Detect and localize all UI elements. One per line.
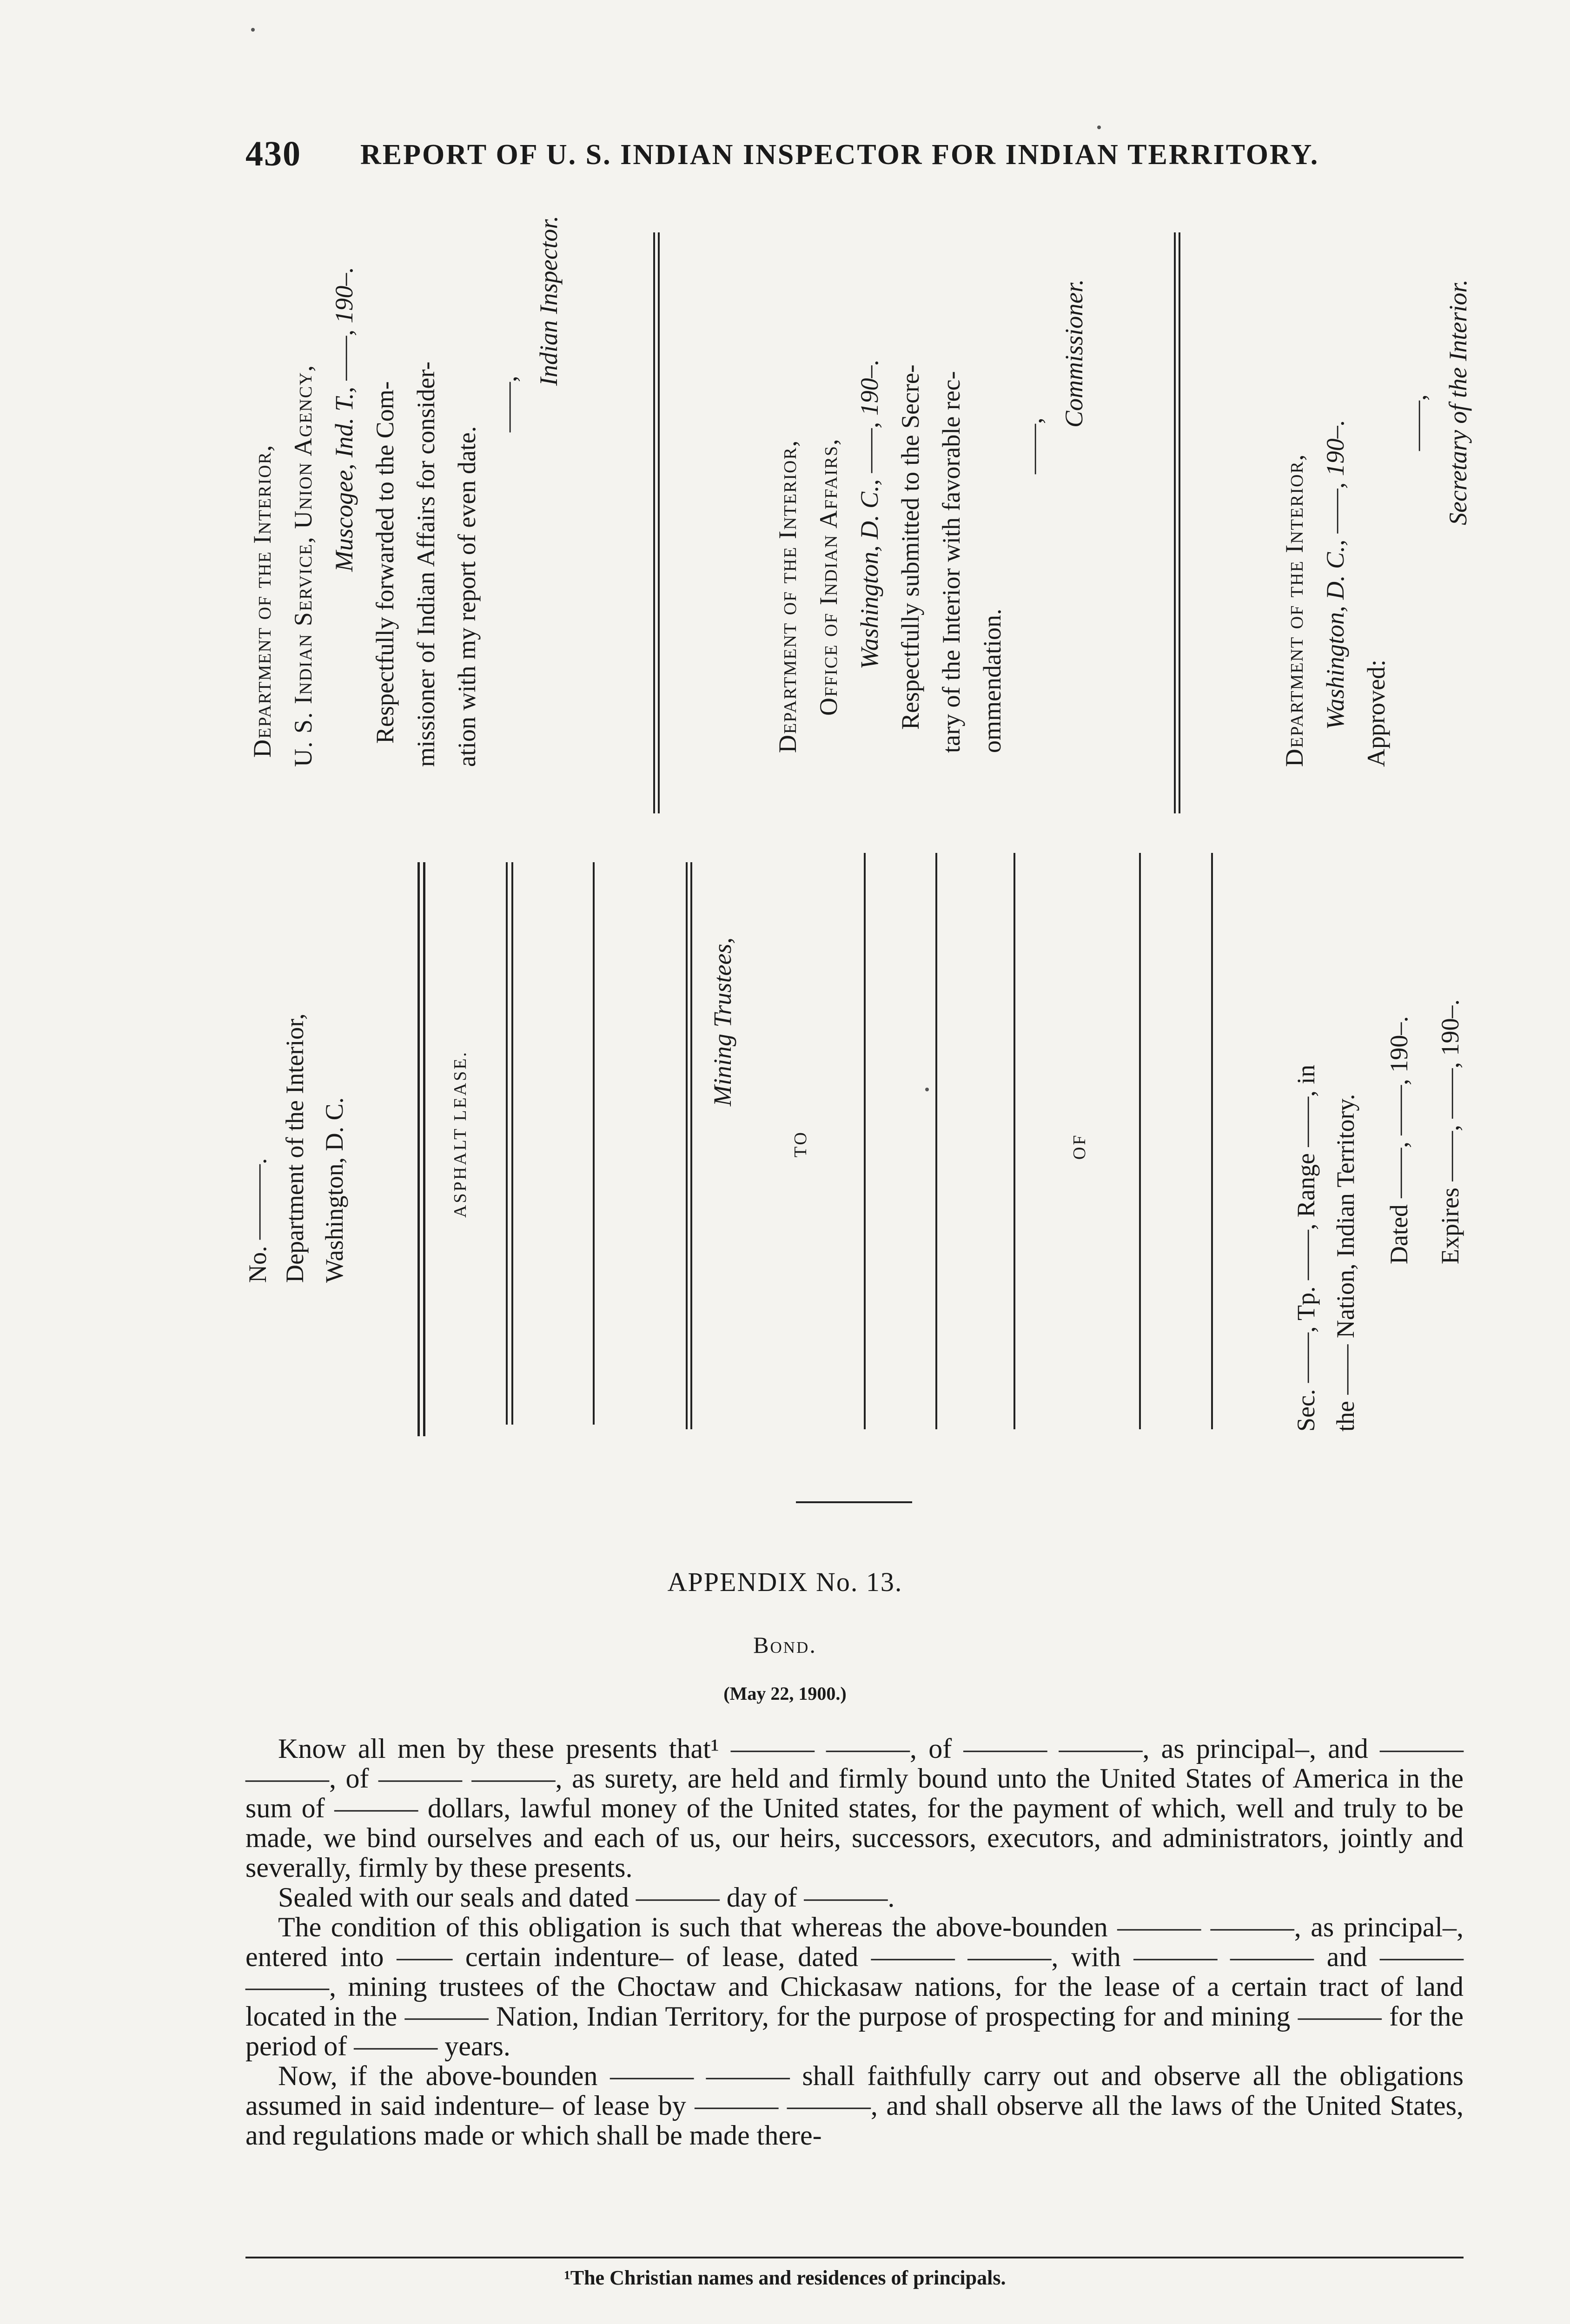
form-rule [1211,853,1213,1429]
form-rule [658,232,660,813]
mining-trustees-label: Mining Trustees, [709,937,736,1106]
appendix-title: APPENDIX No. 13. [667,1567,903,1597]
form-rule [1014,853,1015,1429]
footnote: ¹The Christian names and residences of principals. [564,2266,1006,2289]
form-rule [690,862,692,1429]
footnote-rule [245,2257,1464,2258]
form-rule [1139,853,1141,1429]
separator-rule [796,1501,912,1503]
nation-line: the —— Nation, Indian Territory. [1332,1094,1359,1432]
form-rule [506,862,508,1425]
bond-text [245,1734,1464,2150]
expires-line: Expires ——, ——, 190–. [1436,999,1464,1264]
form-rule [864,853,866,1429]
agency-block: Department of the Interior, U. S. Indian Service, Union Agency, Muscogee, Ind. T., ——, 190–. Respectfully forwarded to the Com- missioner of Indian Affairs for consider- ation with my report of even date. ——, Indian Inspector. [248,216,563,767]
form-rule [653,232,655,813]
form-rule [417,862,420,1436]
bond-paragraph: The condition of this obligation is such that whereas the above-bounden ——— ———, as principal–, entered into —— certain indenture– of lease, dated ——— ———, with ——— ——— and ——— ———, mining trustees of the Choctaw and Chickasaw nations, for the lease of a certain tract of land located in the ——— Nation, Indian Territory, for the purpose of prospecting for and mining ——— for the period of ——— years. [245,1912,1464,2061]
form-rule [935,853,937,1429]
appendix-date: (May 22, 1900.) [723,1683,847,1704]
bond-paragraph: Know all men by these presents that¹ ——— ———, of ——— ———, as principal–, and ——— ———, of ——— ———, as surety, are held and firmly bound unto the United States of America in the sum of ——— dollars, lawful money of the United states, for the payment of which, well and truly to be made, we bind ourselves and each of us, our heirs, successors, executors, and administrators, jointly and severally, firmly by these presents. [245,1733,1464,1883]
lease-city-line: Washington, D. C. [320,1097,348,1283]
appendix-subtitle: Bond. [753,1632,817,1658]
of-label: OF [1070,1133,1089,1160]
secretary-block: Department of the Interior, Washington, D. C., ——, 190–. Approved: ——, Secretary of the Interior. [1280,279,1472,767]
scan-speck [1097,125,1101,129]
lease-number-line: No. ———. [244,1158,272,1283]
scan-speck [251,28,255,32]
bond-paragraph: Now, if the above-bounden ——— ——— shall faithfully carry out and observe all the obligations assumed in said indenture– of lease by ——— ———, and shall observe all the laws of the United States, and regulations made or which shall be made there- [245,2060,1464,2151]
form-rule [1174,232,1176,813]
form-rule [423,862,425,1436]
running-title: REPORT OF U. S. INDIAN INSPECTOR FOR INDIAN TERRITORY. [360,139,1319,171]
to-label: TO [791,1130,810,1157]
section-line: Sec. ——, Tp. ——, Range ——, in [1292,1064,1320,1432]
dated-line: Dated ——, ——, 190–. [1385,1016,1413,1264]
page-number: 430 [245,134,301,173]
scan-speck [925,1088,929,1091]
asphalt-lease-label: ASPHALT LEASE. [450,1050,470,1218]
bond-paragraph: Sealed with our seals and dated ——— day of ———. [278,1882,895,1913]
form-rule [593,862,595,1425]
form-rule [511,862,513,1425]
form-rule [686,862,688,1429]
office-block: Department of the Interior, Office of Indian Affairs, Washington, D. C., ——, 190–. Respectfully submitted to the Secre- tary of the Interior with favorable rec- ommendation. ——, Commissioner. [774,279,1088,753]
form-rule [1179,232,1180,813]
lease-dept-line: Department of the Interior, [281,1013,309,1283]
